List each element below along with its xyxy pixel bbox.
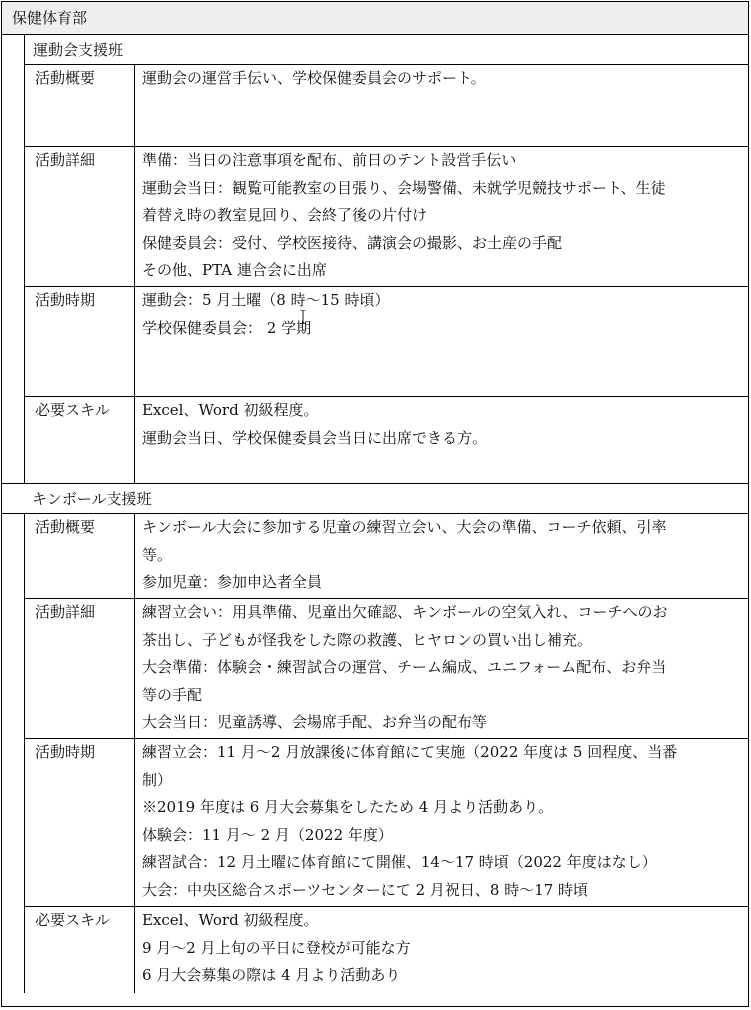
content-line: 大会：中央区総合スポーツセンターにて 2 月祝日、8 時～17 時頃 (142, 880, 589, 899)
text-cursor-icon (300, 310, 306, 324)
content-line: 参加児童：参加申込者全員 (142, 573, 323, 591)
content-line: 等の手配 (142, 685, 203, 704)
row-skills (25, 907, 748, 993)
section-rows (24, 514, 748, 993)
content-line: 茶出し、子どもが怪我をした際の救護、ヒヤロンの買い出し補充。 (142, 630, 593, 649)
row-label: 必要スキル (25, 907, 135, 993)
content-line: 9 月～2 月上旬の平日に登校が可能な方 (142, 938, 411, 957)
content-line: 運動会：5 月土曜（8 時～15 時頃） (142, 291, 390, 309)
row-period (25, 739, 748, 907)
content-line: ※2019 年度は 6 月大会募集をしたため 4 月より活動あり。 (142, 798, 554, 816)
content-line: Excel、Word 初級程度。 (142, 911, 319, 929)
content-line: 保健委員会：受付、学校医接待、講演会の撮影、お土産の手配 (142, 233, 563, 252)
content-line: 準備：当日の注意事項を配布、前日のテント設営手伝い (142, 151, 517, 169)
content-line: Excel、Word 初級程度。 (142, 401, 319, 419)
section-undoukai (24, 35, 748, 483)
content-line: 制） (142, 770, 173, 789)
row-details (25, 147, 748, 287)
row-content (135, 599, 748, 738)
content-line: 6 月大会募集の際は 4 月より活動あり (142, 966, 401, 984)
content-line: 大会当日：児童誘導、会場席手配、お弁当の配布等 (142, 713, 488, 731)
row-label: 活動詳細 (25, 147, 135, 286)
department-title: 保健体育部 (2, 2, 748, 35)
content-line: 着替え時の教室見回り、会終了後の片付け (142, 206, 428, 224)
content-line: 運動会の運営手伝い、学校保健委員会のサポート。 (142, 69, 486, 87)
row-content (135, 397, 748, 483)
row-label: 活動時期 (25, 287, 135, 396)
document-table (1, 1, 749, 1007)
section-title: 運動会支援班 (25, 35, 748, 65)
section-title: キンボール支援班 (2, 484, 748, 514)
row-overview (25, 65, 748, 147)
row-content (135, 907, 748, 993)
row-overview (25, 514, 748, 599)
row-skills (25, 397, 748, 483)
row-content (135, 65, 748, 146)
row-label: 必要スキル (25, 397, 135, 483)
row-period (25, 287, 748, 397)
row-label: 活動詳細 (25, 599, 135, 738)
content-line: 体験会：11 月～ 2 月（2022 年度） (142, 825, 393, 844)
row-content (135, 287, 748, 396)
row-content (135, 147, 748, 286)
content-line: 運動会当日、学校保健委員会当日に出席できる方。 (142, 428, 488, 447)
content-line: 練習立会い：用具準備、児童出欠確認、キンボールの空気入れ、コーチへのお (142, 603, 668, 621)
content-line: 大会準備：体験会・練習試合の運営、チーム編成、ユニフォーム配布、お弁当 (142, 658, 667, 676)
row-label: 活動時期 (25, 739, 135, 906)
content-line: 等。 (142, 545, 173, 564)
row-label: 活動概要 (25, 65, 135, 146)
content-line: その他、PTA 連合会に出席 (142, 261, 327, 279)
row-content (135, 739, 748, 906)
row-label: 活動概要 (25, 514, 135, 598)
content-line: 運動会当日：観覧可能教室の目張り、会場警備、未就学児競技サポート、生徒 (142, 178, 666, 197)
section-kinball (2, 483, 748, 993)
content-line: 練習立会：11 月～2 月放課後に体育館にて実施（2022 年度は 5 回程度、当番 (142, 743, 678, 761)
content-line: 練習試合：12 月土曜に体育館にて開催、14～17 時頃（2022 年度はなし） (142, 853, 657, 871)
content-line: キンボール大会に参加する児童の練習立会い、大会の準備、コーチ依頼、引率 (142, 518, 667, 536)
row-content (135, 514, 748, 598)
row-details (25, 599, 748, 739)
content-line: 学校保健委員会： 2 学期 (142, 318, 312, 337)
